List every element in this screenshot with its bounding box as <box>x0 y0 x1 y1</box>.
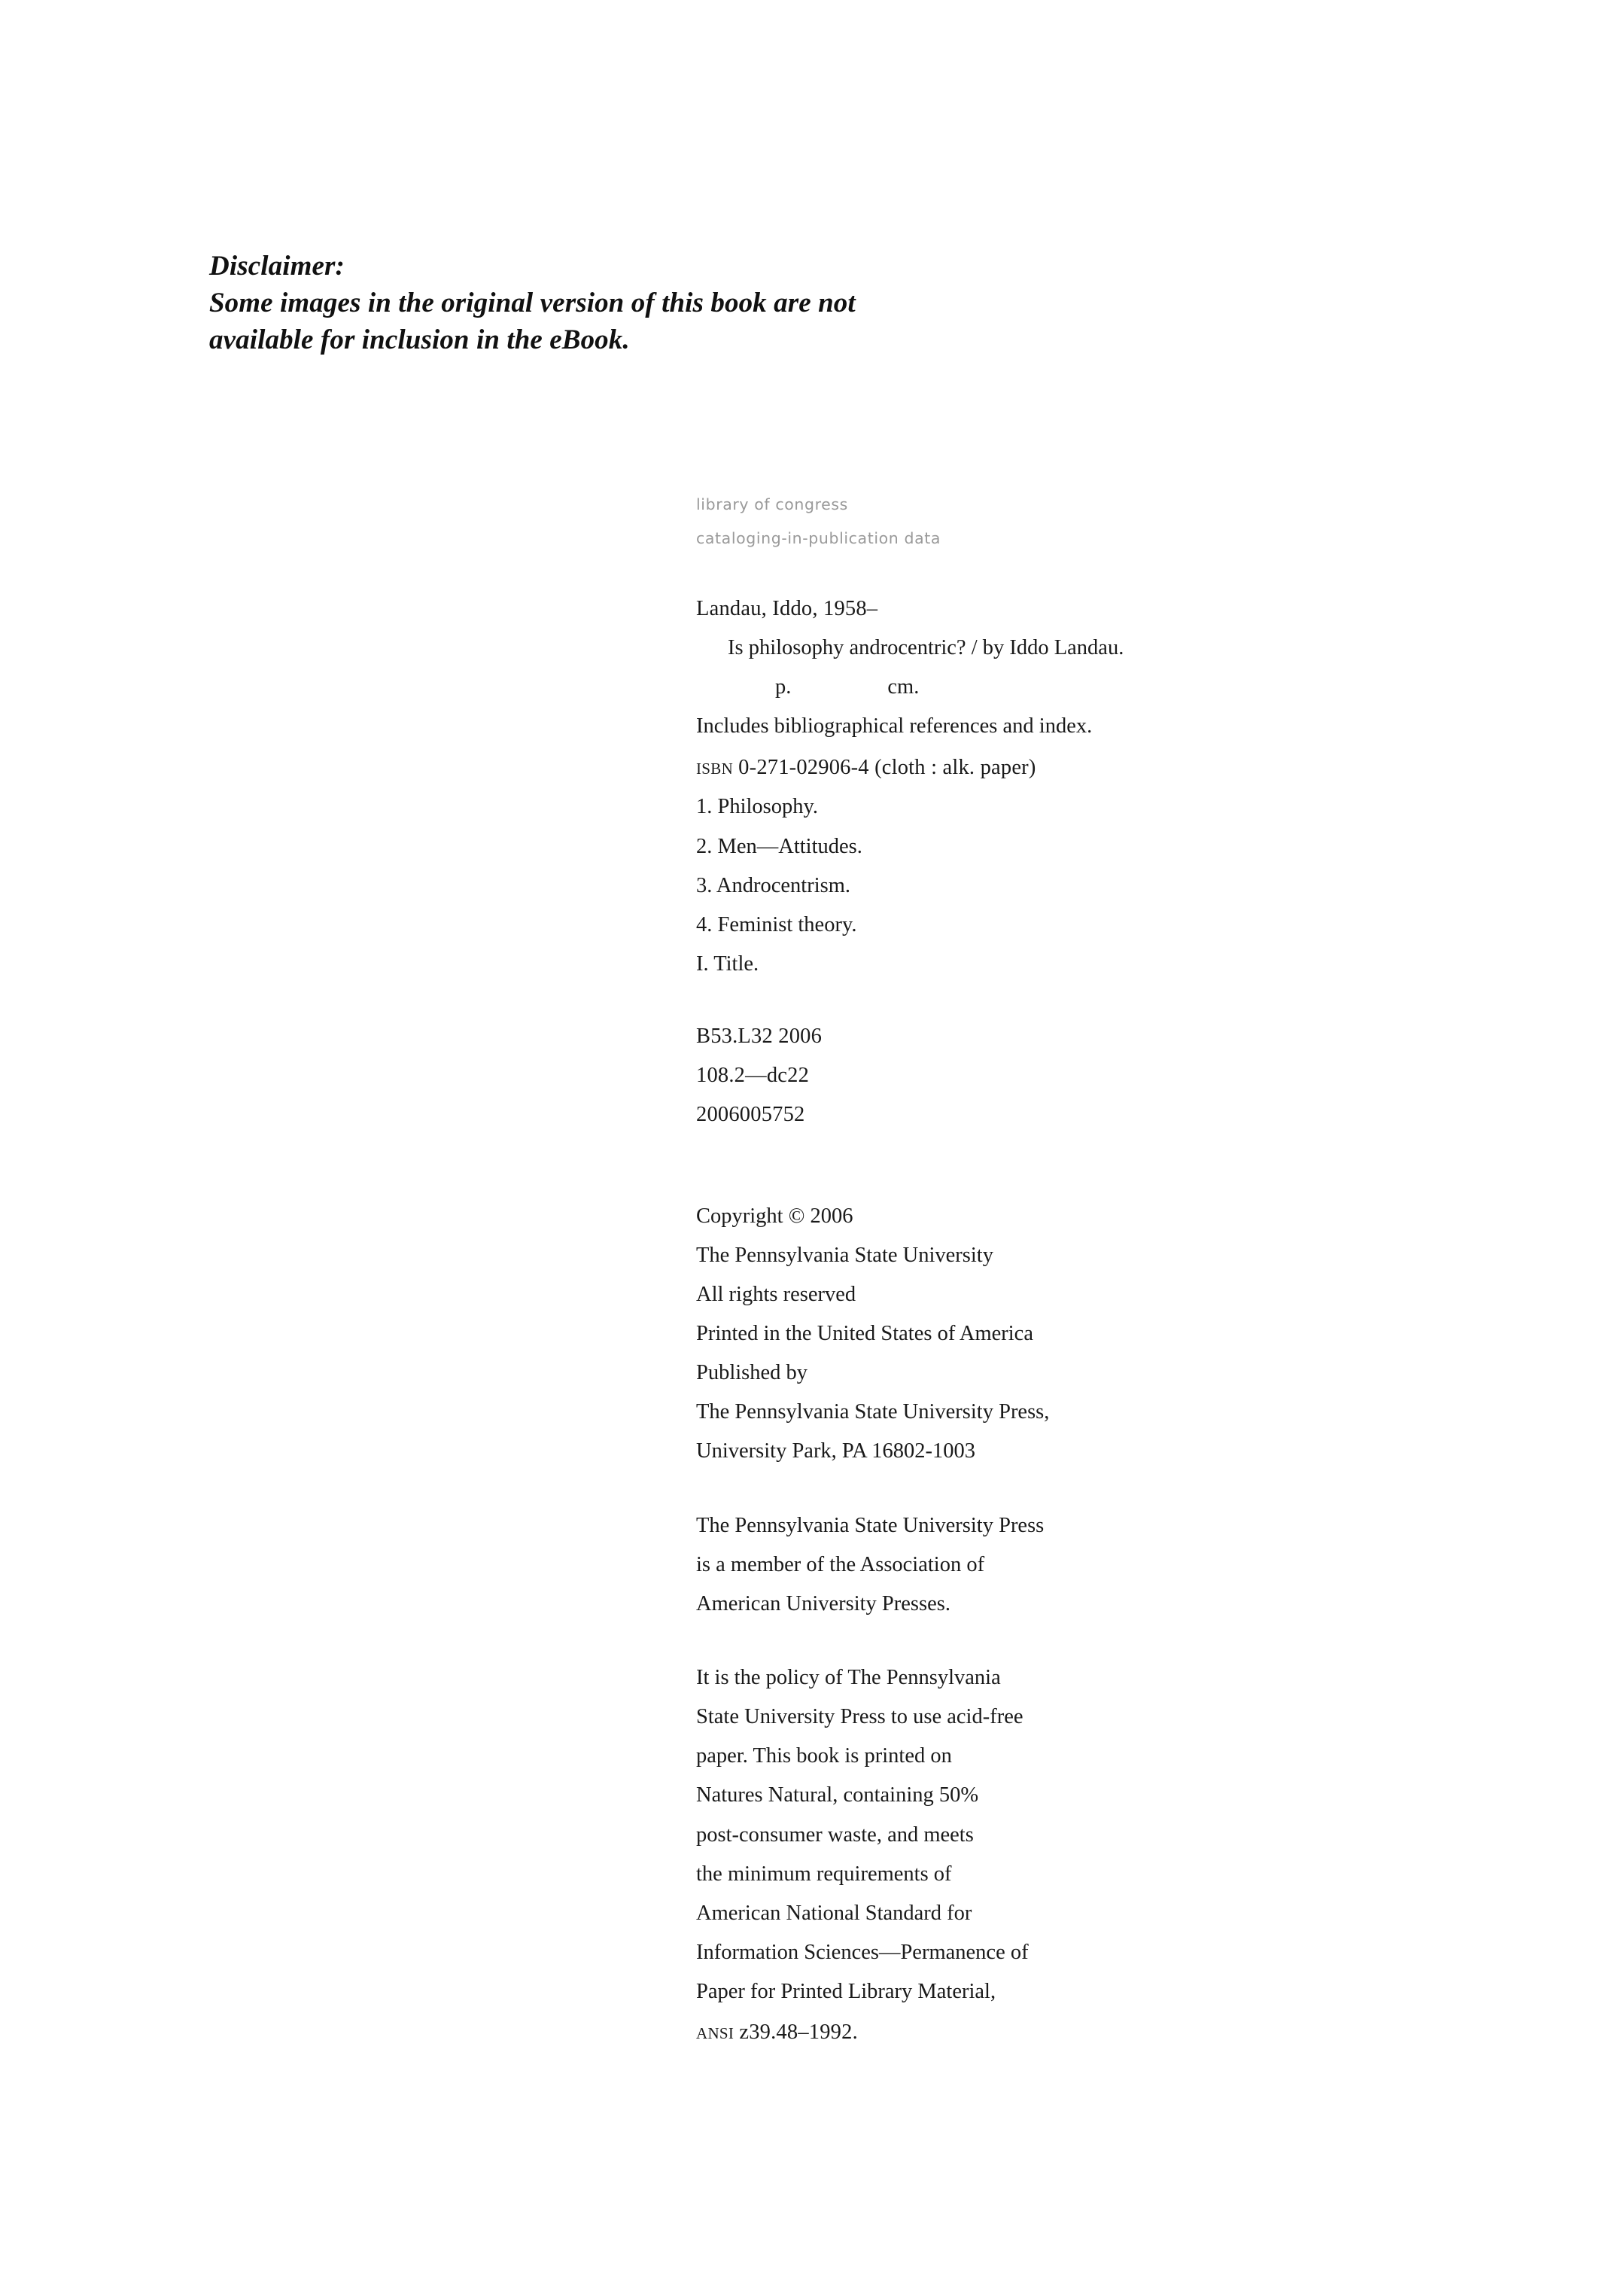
disclaimer-line-2: Some images in the original version of this book are not <box>209 287 856 318</box>
copyright-line-1: Copyright © 2006 <box>696 1204 853 1228</box>
cip-p-label: p. <box>775 675 792 699</box>
copyright-block <box>696 1197 1373 1472</box>
policy-line-4: Natures Natural, containing 50% <box>696 1783 979 1807</box>
cip-pagination-line <box>696 668 919 707</box>
cip-includes-line: Includes bibliographical references and index. <box>696 714 1093 738</box>
copyright-line-6: The Pennsylvania State University Press, <box>696 1400 1050 1424</box>
policy-line-1: It is the policy of The Pennsylvania <box>696 1665 1001 1689</box>
loc-heading-line-2: cataloging-in-publication data <box>696 528 941 547</box>
association-line-2: is a member of the Association of <box>696 1552 985 1576</box>
copyright-line-2: The Pennsylvania State University <box>696 1243 993 1267</box>
copyright-line-7: University Park, PA 16802-1003 <box>696 1439 976 1463</box>
library-of-congress-heading <box>696 497 1373 546</box>
ansi-label: ansi <box>696 2019 734 2045</box>
cip-author-line: Landau, Iddo, 1958– <box>696 597 878 620</box>
association-line-3: American University Presses. <box>696 1591 950 1615</box>
cip-isbn-line <box>696 747 1373 788</box>
copyright-line-5: Published by <box>696 1361 808 1385</box>
cip-cm-label: cm. <box>887 675 920 699</box>
policy-line-7: American National Standard for <box>696 1901 972 1925</box>
cip-subject-4: 4. Feminist theory. <box>696 912 857 936</box>
ansi-standard-line <box>696 2011 1163 2053</box>
copyright-line-4: Printed in the United States of America <box>696 1322 1033 1345</box>
policy-line-5: post-consumer waste, and meets <box>696 1822 974 1847</box>
cip-data-block <box>696 589 1373 984</box>
cip-subject-1: 1. Philosophy. <box>696 795 819 819</box>
isbn-label: isbn <box>696 754 734 779</box>
association-membership-block <box>696 1506 1373 1624</box>
policy-line-3: paper. This book is printed on <box>696 1744 952 1768</box>
lccn-number: 2006005752 <box>696 1103 805 1127</box>
isbn-value: 0-271-02906-4 (cloth : alk. paper) <box>738 755 1036 779</box>
disclaimer-line-3: available for inclusion in the eBook. <box>209 324 630 355</box>
disclaimer-line-1: Disclaimer: <box>209 251 345 282</box>
loc-heading-line-1: library of congress <box>696 495 848 513</box>
copyright-line-3: All rights reserved <box>696 1282 856 1306</box>
ansi-value: z39.48–1992. <box>739 2020 858 2045</box>
association-line-1: The Pennsylvania State University Press <box>696 1513 1045 1537</box>
cip-added-entry: I. Title. <box>696 952 759 976</box>
colophon-block <box>696 497 1373 2053</box>
ebook-disclaimer <box>209 248 1188 358</box>
paper-policy-block <box>696 1658 1163 2053</box>
cip-title-line: Is philosophy androcentric? / by Iddo Landau. <box>728 636 1124 660</box>
policy-line-2: State University Press to use acid-free <box>696 1705 1023 1729</box>
policy-line-8: Information Sciences—Permanence of <box>696 1940 1029 1964</box>
cip-subject-3: 3. Androcentrism. <box>696 873 851 897</box>
policy-line-6: the minimum requirements of <box>696 1862 952 1886</box>
cip-subject-2: 2. Men—Attitudes. <box>696 834 862 858</box>
dewey-number: 108.2—dc22 <box>696 1064 810 1088</box>
policy-line-9: Paper for Printed Library Material, <box>696 1980 996 2004</box>
call-number-block <box>696 1017 1373 1134</box>
lc-call-number: B53.L32 2006 <box>696 1025 823 1049</box>
